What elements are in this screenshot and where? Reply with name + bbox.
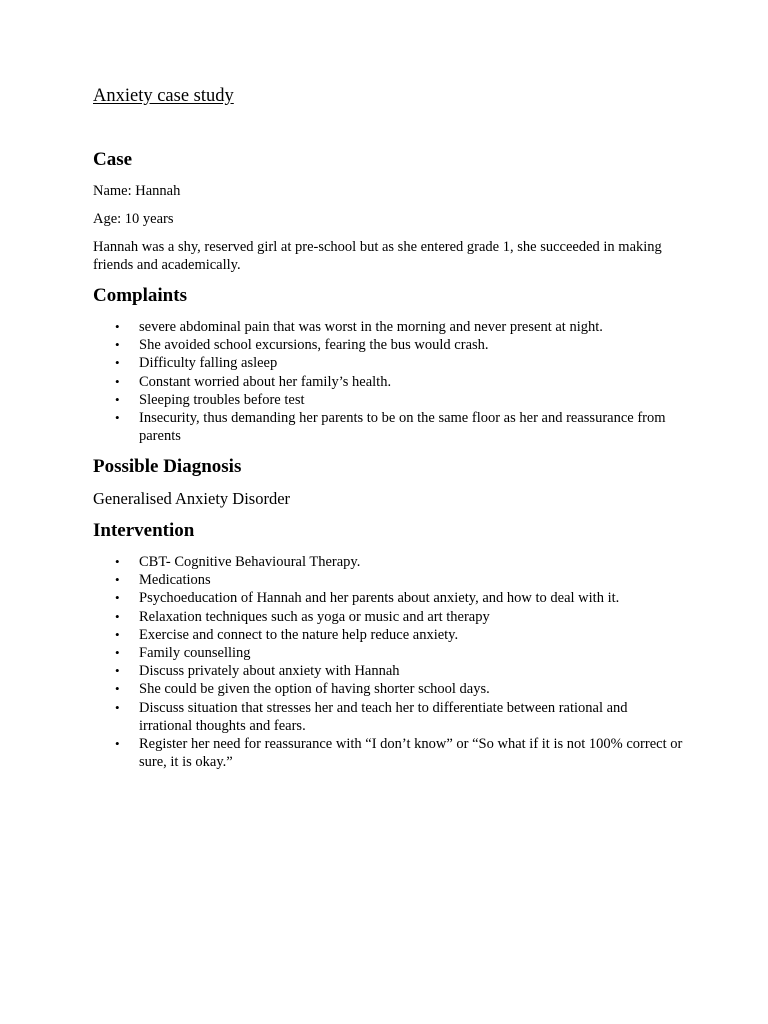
bullet-icon: • <box>115 554 120 569</box>
list-item-text: Relaxation techniques such as yoga or music and art therapy <box>139 608 490 625</box>
bullet-icon: • <box>115 681 120 697</box>
list-item-text: severe abdominal pain that was worst in the morning and never present at night. <box>139 319 603 335</box>
complaints-heading: Complaints <box>93 285 187 306</box>
bullet-icon: • <box>115 736 120 752</box>
case-name-line: Name: Hannah <box>93 183 181 199</box>
list-item <box>93 571 683 589</box>
list-item <box>93 373 683 391</box>
intervention-list <box>93 553 683 771</box>
list-item <box>93 589 683 607</box>
list-item <box>93 391 683 409</box>
list-item-text: Difficulty falling asleep <box>139 355 278 372</box>
bullet-icon: • <box>115 590 120 606</box>
bullet-icon: • <box>115 355 120 371</box>
bullet-icon: • <box>115 319 120 334</box>
list-item-text: She could be given the option of having shorter school days. <box>139 681 490 698</box>
list-item-text: Medications <box>139 572 211 589</box>
list-item-text: Register her need for reassurance with “I don’t know” or “So what if it is not 100% correct or sure, it is okay.” <box>139 736 683 771</box>
list-item-text: Exercise and connect to the nature help reduce anxiety. <box>139 626 459 643</box>
list-item-text: Psychoeducation of Hannah and her parents about anxiety, and how to deal with it. <box>139 590 620 607</box>
bullet-icon: • <box>115 410 120 426</box>
list-item-text: Discuss privately about anxiety with Hannah <box>139 663 400 680</box>
diagnosis-value: Generalised Anxiety Disorder <box>93 489 291 508</box>
bullet-icon: • <box>115 391 120 407</box>
document-title: Anxiety case study <box>93 86 234 106</box>
list-item <box>93 662 683 680</box>
list-item <box>93 336 683 354</box>
complaints-list <box>93 318 683 445</box>
bullet-icon: • <box>115 337 120 353</box>
bullet-icon: • <box>115 608 120 624</box>
list-item <box>93 680 683 698</box>
case-description: Hannah was a shy, reserved girl at pre-school but as she entered grade 1, she succeeded in making friends and academically. <box>93 239 662 273</box>
case-age-line: Age: 10 years <box>93 211 174 227</box>
list-item-text: Family counselling <box>139 645 251 662</box>
bullet-icon: • <box>115 572 120 588</box>
list-item <box>93 608 683 626</box>
list-item-text: Insecurity, thus demanding her parents to be on the same floor as her and reassurance from parents <box>139 410 666 445</box>
list-item <box>93 409 683 445</box>
bullet-icon: • <box>115 373 120 389</box>
bullet-icon: • <box>115 645 120 661</box>
list-item-text: Constant worried about her family’s health. <box>139 373 392 390</box>
bullet-icon: • <box>115 699 120 715</box>
bullet-icon: • <box>115 663 120 679</box>
list-item-text: Sleeping troubles before test <box>139 391 305 408</box>
list-item-text: CBT- Cognitive Behavioural Therapy. <box>139 554 361 570</box>
list-item <box>93 553 683 571</box>
list-item <box>93 644 683 662</box>
list-item <box>93 699 683 735</box>
list-item <box>93 354 683 372</box>
list-item <box>93 735 683 771</box>
bullet-icon: • <box>115 626 120 642</box>
case-heading: Case <box>93 149 133 170</box>
list-item <box>93 626 683 644</box>
list-item <box>93 318 683 336</box>
list-item-text: She avoided school excursions, fearing the bus would crash. <box>139 337 489 354</box>
diagnosis-heading: Possible Diagnosis <box>93 456 242 477</box>
list-item-text: Discuss situation that stresses her and teach her to differentiate between rational and irrational thoughts and fears. <box>139 699 628 734</box>
intervention-heading: Intervention <box>93 520 195 541</box>
